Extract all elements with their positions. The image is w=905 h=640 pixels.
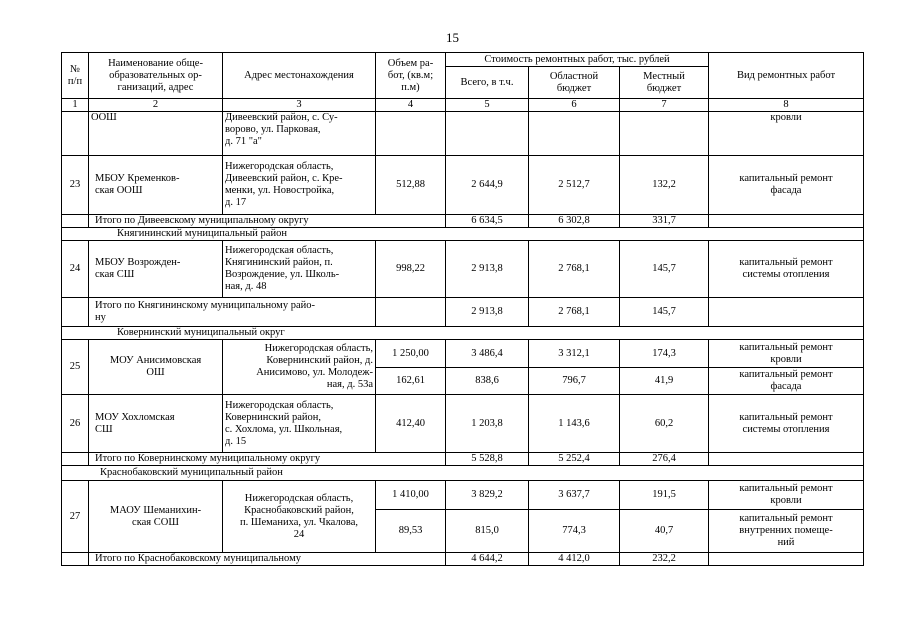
cost-total: 838,6 xyxy=(446,368,529,395)
header-name: Наименование обще- образовательных ор- ганизаций, адрес xyxy=(89,53,223,99)
work-volume: 512,88 xyxy=(376,156,446,215)
section-title: Княгининский муниципальный район xyxy=(62,228,864,241)
row-number: 24 xyxy=(62,241,89,298)
work-type: капитальный ремонт системы отопления xyxy=(709,241,864,298)
work-volume: 89,53 xyxy=(376,510,446,553)
header-address: Адрес местонахождения xyxy=(223,53,376,99)
work-type: капитальный ремонт внутренних помеще- ний xyxy=(709,510,864,553)
school-name: МБОУ Возрожден- ская СШ xyxy=(89,241,223,298)
cost-total: 4 644,2 xyxy=(446,553,529,566)
work-volume: 1 410,00 xyxy=(376,481,446,510)
cost-local: 145,7 xyxy=(620,241,709,298)
work-type: кровли xyxy=(709,112,864,156)
col-number: 6 xyxy=(529,99,620,112)
school-address: Нижегородская область, Краснобаковский район, п. Шеманиха, ул. Чкалова, 24 xyxy=(223,481,376,553)
work-volume: 998,22 xyxy=(376,241,446,298)
cost-regional: 3 312,1 xyxy=(529,340,620,368)
header-local: Местный бюджет xyxy=(620,67,709,99)
school-address: Нижегородская область, Дивеевский район, с. Кре- менки, ул. Новостройка, д. 17 xyxy=(223,156,376,215)
cost-local: 276,4 xyxy=(620,453,709,466)
work-type: капитальный ремонт системы отопления xyxy=(709,395,864,453)
cost-local: 331,7 xyxy=(620,215,709,228)
cost-regional: 774,3 xyxy=(529,510,620,553)
subtotal-label: Итого по Краснобаковскому муниципальному xyxy=(89,553,446,566)
cost-total: 2 644,9 xyxy=(446,156,529,215)
cost-total: 5 528,8 xyxy=(446,453,529,466)
cost-total: 6 634,5 xyxy=(446,215,529,228)
cost-regional: 796,7 xyxy=(529,368,620,395)
page-number: 15 xyxy=(446,30,459,45)
school-address: Нижегородская область, Ковернинский район, с. Хохлома, ул. Школьная, д. 15 xyxy=(223,395,376,453)
cost-local: 132,2 xyxy=(620,156,709,215)
cost-total: 2 913,8 xyxy=(446,298,529,327)
cost-local: 60,2 xyxy=(620,395,709,453)
school-name: МОУ Хохломская СШ xyxy=(89,395,223,453)
work-volume: 412,40 xyxy=(376,395,446,453)
col-number: 4 xyxy=(376,99,446,112)
subtotal-label: Итого по Ковернинскому муниципальному округу xyxy=(89,453,446,466)
cost-local: 40,7 xyxy=(620,510,709,553)
repair-works-table xyxy=(61,52,864,566)
section-row xyxy=(62,327,864,340)
cost-local: 191,5 xyxy=(620,481,709,510)
header-work-type: Вид ремонтных работ xyxy=(709,53,864,99)
subtotal-row xyxy=(62,298,864,327)
section-row xyxy=(62,466,864,481)
table-row xyxy=(62,156,864,215)
col-number: 3 xyxy=(223,99,376,112)
header-cost-group: Стоимость ремонтных работ, тыс. рублей xyxy=(446,53,709,67)
header-total: Всего, в т.ч. xyxy=(446,67,529,99)
section-title: Ковернинский муниципальный округ xyxy=(62,327,864,340)
cost-local: 145,7 xyxy=(620,298,709,327)
school-address: Дивеевский район, с. Су- ворово, ул. Парковая, д. 71 "а" xyxy=(223,112,376,156)
school-name: ООШ xyxy=(89,112,223,156)
row-number: 25 xyxy=(62,340,89,395)
cost-total: 815,0 xyxy=(446,510,529,553)
table-row xyxy=(62,241,864,298)
school-name: МАОУ Шеманихин- ская СОШ xyxy=(89,481,223,553)
col-number: 2 xyxy=(89,99,223,112)
work-type: капитальный ремонт фасада xyxy=(709,156,864,215)
table-row xyxy=(62,395,864,453)
work-type: капитальный ремонт кровли xyxy=(709,340,864,368)
header-volume: Объем ра- бот, (кв.м; п.м) xyxy=(376,53,446,99)
cost-regional: 6 302,8 xyxy=(529,215,620,228)
work-type: капитальный ремонт кровли xyxy=(709,481,864,510)
header-row xyxy=(62,53,864,67)
header-regional: Областной бюджет xyxy=(529,67,620,99)
cost-regional: 5 252,4 xyxy=(529,453,620,466)
cost-local: 232,2 xyxy=(620,553,709,566)
school-address: Нижегородская область, Княгининский район, п. Возрождение, ул. Школь- ная, д. 48 xyxy=(223,241,376,298)
subtotal-row xyxy=(62,453,864,466)
school-address: Нижегородская область, Ковернинский район, д. Анисимово, ул. Молодеж- ная, д. 53а xyxy=(223,340,376,395)
cost-regional: 2 768,1 xyxy=(529,298,620,327)
table-row xyxy=(62,481,864,510)
column-numbers-row xyxy=(62,99,864,112)
section-row xyxy=(62,228,864,241)
cost-total: 1 203,8 xyxy=(446,395,529,453)
cost-regional: 3 637,7 xyxy=(529,481,620,510)
col-number: 5 xyxy=(446,99,529,112)
subtotal-row xyxy=(62,553,864,566)
row-number: 23 xyxy=(62,156,89,215)
col-number: 7 xyxy=(620,99,709,112)
work-volume: 1 250,00 xyxy=(376,340,446,368)
row-number: 26 xyxy=(62,395,89,453)
cost-total: 3 486,4 xyxy=(446,340,529,368)
cost-total: 3 829,2 xyxy=(446,481,529,510)
subtotal-label: Итого по Княгининскому муниципальному райо- ну xyxy=(89,298,376,327)
cost-local: 41,9 xyxy=(620,368,709,395)
header-num: № п/п xyxy=(62,53,89,99)
cost-local: 174,3 xyxy=(620,340,709,368)
col-number: 1 xyxy=(62,99,89,112)
cost-regional: 2 768,1 xyxy=(529,241,620,298)
table-row xyxy=(62,112,864,156)
row-number: 27 xyxy=(62,481,89,553)
cost-regional: 4 412,0 xyxy=(529,553,620,566)
cost-regional: 2 512,7 xyxy=(529,156,620,215)
cost-total: 2 913,8 xyxy=(446,241,529,298)
work-volume: 162,61 xyxy=(376,368,446,395)
subtotal-row xyxy=(62,215,864,228)
section-title: Краснобаковский муниципальный район xyxy=(62,466,864,481)
col-number: 8 xyxy=(709,99,864,112)
school-name: МБОУ Кременков- ская ООШ xyxy=(89,156,223,215)
work-type: капитальный ремонт фасада xyxy=(709,368,864,395)
table-row xyxy=(62,340,864,368)
cost-regional: 1 143,6 xyxy=(529,395,620,453)
school-name: МОУ Анисимовская ОШ xyxy=(89,340,223,395)
subtotal-label: Итого по Дивеевскому муниципальному округу xyxy=(89,215,446,228)
